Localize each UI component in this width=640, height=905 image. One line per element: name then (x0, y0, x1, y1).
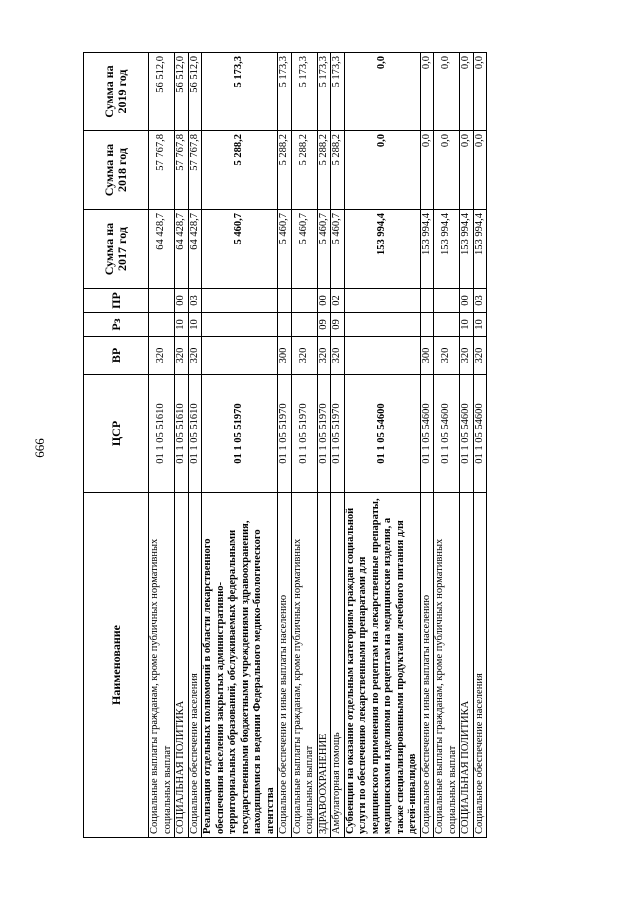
table-cell-csr: 01 1 05 54600 (420, 375, 434, 493)
table-cell-vr: 320 (460, 337, 474, 375)
table-cell-sum-2017: 153 994,4 (344, 210, 420, 289)
table-row (331, 53, 345, 838)
table-cell-rz (149, 313, 175, 337)
table-cell-sum-2018: 5 288,2 (331, 131, 345, 210)
table-cell-vr: 320 (149, 337, 175, 375)
table-cell-sum-2017: 64 428,7 (175, 210, 189, 289)
table-cell-pr: 00 (460, 289, 474, 313)
table-cell-sum-2017: 64 428,7 (149, 210, 175, 289)
table-cell-sum-2018: 5 288,2 (291, 131, 317, 210)
table-cell-sum-2017: 153 994,4 (420, 210, 434, 289)
table-cell-sum-2017: 5 460,7 (317, 210, 331, 289)
table-cell-pr (434, 289, 460, 313)
table-cell-name: Субвенции на оказание отдельным категориям граждан социальной услуги по обеспечению лекарственными препаратами для медицинского применения по рецептам на лекарственные препараты, медицинскими изделиями по рецептам на медицинские изделия, а также специализированными продуктами лечебного питания для детей-инвалидов (344, 493, 420, 838)
table-cell-sum-2017: 5 460,7 (291, 210, 317, 289)
table-cell-sum-2019: 0,0 (460, 53, 474, 131)
table-cell-csr: 01 1 05 54600 (434, 375, 460, 493)
table-cell-pr (149, 289, 175, 313)
table-cell-sum-2017: 153 994,4 (473, 210, 487, 289)
table-cell-name: Социальные выплаты гражданам, кроме публичных нормативных социальных выплат (149, 493, 175, 838)
table-cell-name: Социальные выплаты гражданам, кроме публичных нормативных социальных выплат (434, 493, 460, 838)
table-cell-sum-2018: 57 767,8 (149, 131, 175, 210)
table-cell-vr: 320 (434, 337, 460, 375)
table-cell-vr: 320 (188, 337, 202, 375)
page-number: 666 (32, 438, 47, 458)
header-name: Наименование (84, 493, 149, 838)
table-cell-pr: 00 (317, 289, 331, 313)
header-row (84, 53, 149, 838)
table-cell-rz (278, 313, 292, 337)
table-cell-name: СОЦИАЛЬНАЯ ПОЛИТИКА (175, 493, 189, 838)
table-cell-sum-2017: 153 994,4 (434, 210, 460, 289)
table-cell-sum-2018: 0,0 (473, 131, 487, 210)
table-row (460, 53, 474, 838)
table-cell-rz: 10 (175, 313, 189, 337)
table-cell-csr: 01 1 05 51970 (278, 375, 292, 493)
table-row (473, 53, 487, 838)
table-cell-name: Реализация отдельных полномочий в области лекарственного обеспечения населения закрытых административно-территориальных образований, обслуживаемых федеральными государственными бюджетными учреждениями здравоохранения, находящимися в ведении Федерального медико-биологического агентства (202, 493, 278, 838)
table-cell-rz: 10 (460, 313, 474, 337)
table-row (149, 53, 175, 838)
table-cell-vr: 300 (278, 337, 292, 375)
table-cell-sum-2018: 5 288,2 (278, 131, 292, 210)
header-vr: ВР (84, 337, 149, 375)
table-cell-name: Социальное обеспечение и иные выплаты населению (420, 493, 434, 838)
table-cell-rz (291, 313, 317, 337)
table-cell-sum-2017: 64 428,7 (188, 210, 202, 289)
table-row (344, 53, 420, 838)
table-cell-csr: 01 1 05 54600 (460, 375, 474, 493)
table-cell-sum-2019: 0,0 (434, 53, 460, 131)
table-cell-sum-2019: 0,0 (420, 53, 434, 131)
table-cell-csr: 01 1 05 51970 (291, 375, 317, 493)
table-cell-rz (202, 313, 278, 337)
table-cell-pr: 03 (188, 289, 202, 313)
table-cell-vr (344, 337, 420, 375)
table-cell-sum-2019: 5 173,3 (202, 53, 278, 131)
table-row (434, 53, 460, 838)
table-cell-sum-2019: 0,0 (344, 53, 420, 131)
table-cell-sum-2019: 56 512,0 (175, 53, 189, 131)
header-csr: ЦСР (84, 375, 149, 493)
table-cell-name: Социальное обеспечение и иные выплаты населению (278, 493, 292, 838)
table-cell-rz: 10 (473, 313, 487, 337)
table-cell-rz (420, 313, 434, 337)
table-cell-csr: 01 1 05 51610 (149, 375, 175, 493)
table-cell-sum-2017: 5 460,7 (202, 210, 278, 289)
table-cell-sum-2018: 0,0 (344, 131, 420, 210)
table-cell-sum-2018: 0,0 (434, 131, 460, 210)
table-cell-pr: 03 (473, 289, 487, 313)
table-cell-vr: 320 (175, 337, 189, 375)
table-row (291, 53, 317, 838)
table-cell-csr: 01 1 05 51970 (317, 375, 331, 493)
table-cell-sum-2019: 5 173,3 (331, 53, 345, 131)
table-cell-pr (420, 289, 434, 313)
header-rz: Рз (84, 313, 149, 337)
table-cell-vr: 320 (331, 337, 345, 375)
table-cell-name: Амбулаторная помощь (331, 493, 345, 838)
table-cell-pr (291, 289, 317, 313)
budget-table (83, 52, 487, 838)
table-cell-rz: 09 (331, 313, 345, 337)
table-cell-pr (202, 289, 278, 313)
table-cell-sum-2018: 5 288,2 (202, 131, 278, 210)
table-cell-vr (202, 337, 278, 375)
table-cell-rz (434, 313, 460, 337)
table-cell-sum-2017: 153 994,4 (460, 210, 474, 289)
table-cell-sum-2019: 56 512,0 (149, 53, 175, 131)
table-cell-name: Социальное обеспечение населения (473, 493, 487, 838)
table-row (278, 53, 292, 838)
table-cell-csr: 01 1 05 51610 (175, 375, 189, 493)
table-body (149, 53, 487, 838)
table-cell-sum-2019: 5 173,3 (278, 53, 292, 131)
table-cell-rz (344, 313, 420, 337)
table-cell-vr: 320 (317, 337, 331, 375)
table-cell-rz: 10 (188, 313, 202, 337)
table-row (317, 53, 331, 838)
table-cell-sum-2019: 56 512,0 (188, 53, 202, 131)
table-row (420, 53, 434, 838)
table-cell-csr: 01 1 05 54600 (473, 375, 487, 493)
table-row (202, 53, 278, 838)
table-cell-sum-2018: 0,0 (420, 131, 434, 210)
table-cell-vr: 300 (420, 337, 434, 375)
table-cell-pr: 00 (175, 289, 189, 313)
table-cell-vr: 320 (291, 337, 317, 375)
header-sum-2019: Сумма на 2019 год (84, 53, 149, 131)
table-cell-pr (344, 289, 420, 313)
table-cell-csr: 01 1 05 51970 (331, 375, 345, 493)
table-cell-vr: 320 (473, 337, 487, 375)
table-cell-sum-2017: 5 460,7 (278, 210, 292, 289)
table-cell-name: Социальное обеспечение населения (188, 493, 202, 838)
table-cell-name: Социальные выплаты гражданам, кроме публичных нормативных социальных выплат (291, 493, 317, 838)
table-cell-sum-2018: 57 767,8 (188, 131, 202, 210)
table-cell-sum-2019: 0,0 (473, 53, 487, 131)
table-cell-pr: 02 (331, 289, 345, 313)
table-cell-name: ЗДРАВООХРАНЕНИЕ (317, 493, 331, 838)
table-cell-csr: 01 1 05 51610 (188, 375, 202, 493)
table-cell-sum-2018: 0,0 (460, 131, 474, 210)
table-cell-rz: 09 (317, 313, 331, 337)
table-cell-pr (278, 289, 292, 313)
table-cell-sum-2018: 5 288,2 (317, 131, 331, 210)
table-row (188, 53, 202, 838)
header-pr: ПР (84, 289, 149, 313)
table-cell-sum-2017: 5 460,7 (331, 210, 345, 289)
rotated-table-container (83, 53, 523, 838)
table-row (175, 53, 189, 838)
table-cell-csr: 01 1 05 51970 (202, 375, 278, 493)
table-cell-sum-2019: 5 173,3 (291, 53, 317, 131)
header-sum-2017: Сумма на 2017 год (84, 210, 149, 289)
header-sum-2018: Сумма на 2018 год (84, 131, 149, 210)
table-cell-sum-2018: 57 767,8 (175, 131, 189, 210)
table-cell-sum-2019: 5 173,3 (317, 53, 331, 131)
table-cell-name: СОЦИАЛЬНАЯ ПОЛИТИКА (460, 493, 474, 838)
table-cell-csr: 01 1 05 54600 (344, 375, 420, 493)
